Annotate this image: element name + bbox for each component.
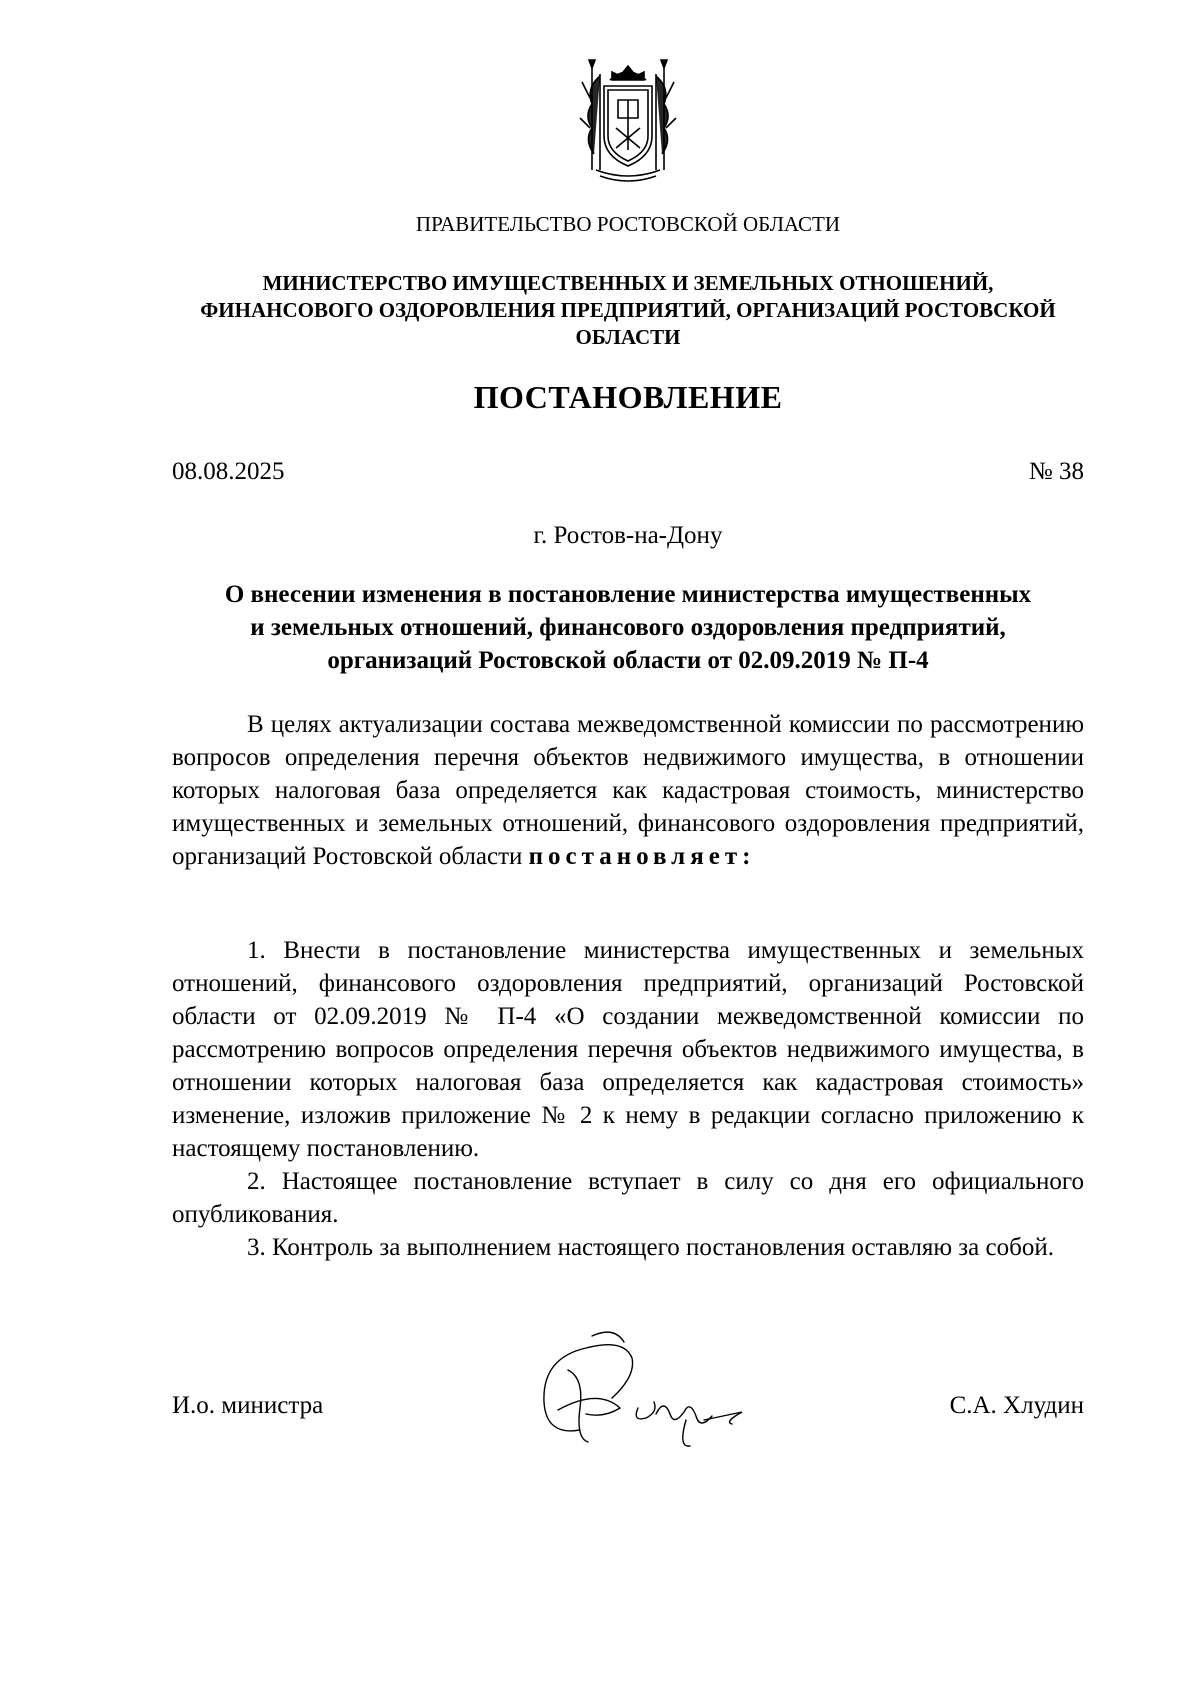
subject-line: и земельных отношений, финансового оздоровления предприятий, bbox=[250, 614, 1006, 641]
decree-item: 3. Контроль за выполнением настоящего постановления оставляю за собой. bbox=[247, 1234, 1054, 1261]
document-city: г. Ростов-на-Дону bbox=[533, 522, 723, 549]
decree-word: постановляет: bbox=[528, 843, 756, 870]
document-type-title: ПОСТАНОВЛЕНИЕ bbox=[473, 379, 783, 415]
ministry-name bbox=[172, 270, 1084, 351]
decree-item: 2. Настоящее постановление вступает в силу со дня его официального опубликования. bbox=[172, 1168, 1084, 1228]
document-date: 08.08.2025 bbox=[172, 458, 285, 485]
handwritten-signature bbox=[528, 1318, 768, 1468]
subject-line: О внесении изменения в постановление министерства имущественных bbox=[224, 581, 1032, 608]
document-subject bbox=[172, 578, 1084, 677]
government-name: ПРАВИТЕЛЬСТВО РОСТОВСКОЙ ОБЛАСТИ bbox=[415, 212, 841, 236]
ministry-name-line: ОБЛАСТИ bbox=[575, 325, 681, 349]
decree-item: 1. Внести в постановление министерства имущественных и земельных отношений, финансового оздоровления предприятий, организаций Ростовской области от 02.09.2019 № П-4 «О создании межведомственной комиссии по рассмотрению вопросов определения перечня объектов недвижимого имущества, в отношении которых налоговая база определяется как кадастровая стоимость» изменение, изложив приложение № 2 к нему в редакции согласно приложению к настоящему постановлению. bbox=[172, 937, 1084, 1162]
preamble-paragraph bbox=[172, 708, 1084, 873]
ministry-name-line: ФИНАНСОВОГО ОЗДОРОВЛЕНИЯ ПРЕДПРИЯТИЙ, ОРГАНИЗАЦИЙ РОСТОВСКОЙ bbox=[200, 298, 1056, 322]
preamble-text: В целях актуализации состава межведомственной комиссии по рассмотрению вопросов определения перечня объектов недвижимого имущества, в отношении которых налоговая база определяется как кадастровая стоимость, министерство имущественных и земельных отношений, финансового оздоровления предприятий, организаций Ростовской области bbox=[172, 711, 1084, 870]
document-number: № 38 bbox=[1028, 458, 1084, 485]
signatory-role: И.о. министра bbox=[172, 1392, 324, 1419]
ministry-name-line: МИНИСТЕРСТВО ИМУЩЕСТВЕННЫХ И ЗЕМЕЛЬНЫХ ОТНОШЕНИЙ, bbox=[262, 271, 994, 295]
signatory-name: С.А. Хлудин bbox=[949, 1392, 1084, 1419]
coat-of-arms-icon bbox=[570, 58, 686, 188]
subject-line: организаций Ростовской области от 02.09.2019 № П-4 bbox=[327, 647, 929, 674]
decree-items bbox=[172, 934, 1084, 1264]
